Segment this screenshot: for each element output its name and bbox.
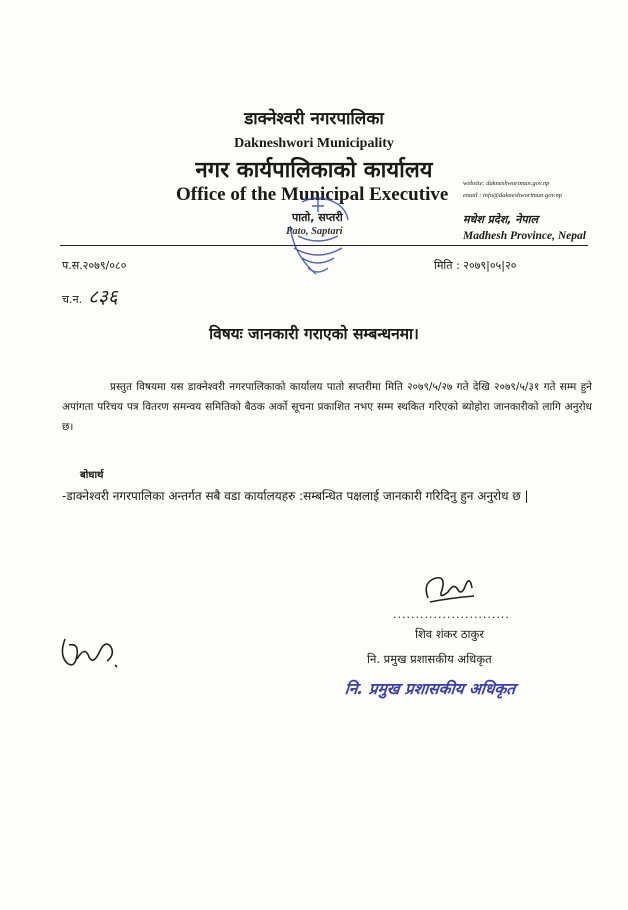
designation-stamp: नि. प्रमुख प्रशासकीय अधिकृत <box>343 680 517 698</box>
office-name-np: नगर कार्यपालिकाको कार्यालय <box>195 158 433 183</box>
reference-number: प.स.२०७९/०८० <box>62 259 127 272</box>
letter-body: प्रस्तुत विषयमा यस डाक्नेश्वरी नगरपालिकाको कार्यालय पातो सप्तरीमा मिति २०७९/५/२७ गते देखि २०७९/५/३१ गते सम्म हुने अपांगता परिचय पत्र वितरण समन्वय समितिको बैठक अर्को सूचना प्रकाशित नभए सम्म स्थकित गरिएको ब्योहोरा जानकारीको लागि अनुरोध छ। <box>62 381 592 433</box>
province-en: Madhesh Province, Nepal <box>463 230 586 242</box>
email-text: email : info@dakneshworimun.gov.np <box>463 192 563 199</box>
officer-signature-icon <box>420 568 480 608</box>
letter-subject: विषयः जानकारी गराएको सम्बन्धनमा। <box>209 325 419 343</box>
province-np: मधेश प्रदेश, नेपाल <box>463 213 538 226</box>
dispatch-value: ८३६ <box>88 286 118 308</box>
letter-date: मिति : २०७९|०५|२० <box>434 259 517 272</box>
municipality-name-np: डाक्नेश्वरी नगरपालिका <box>244 109 384 129</box>
cc-text: -डाक्नेश्वरी नगरपालिका अन्तर्गत सबै वडा कार्यालयहरु :सम्बन्धित पक्षलाई जानकारी गरिदिनु हुन अनुरोध छ | <box>62 489 529 503</box>
seal-text-en: Pato, Saptari <box>286 226 343 237</box>
signature-line: .......................... <box>393 608 510 621</box>
seal-text-np: पातो, सप्तरी <box>292 211 343 224</box>
signatory-name: शिव शंकर ठाकुर <box>415 627 485 641</box>
office-name-en: Office of the Municipal Executive <box>176 184 449 205</box>
municipal-seal-icon <box>272 196 364 282</box>
website-text: website: dakneshworimun.gov.np <box>463 180 550 187</box>
municipality-name-en: Dakneshwori Municipality <box>234 136 394 151</box>
dispatch-label: च.न. <box>62 293 83 306</box>
signatory-title: नि. प्रमुख प्रशासकीय अधिकृत <box>367 652 492 666</box>
header-divider <box>60 245 588 246</box>
initial-signature-icon <box>55 625 135 677</box>
cc-label: बोधार्थ <box>80 470 104 481</box>
dispatch-number <box>62 283 118 309</box>
